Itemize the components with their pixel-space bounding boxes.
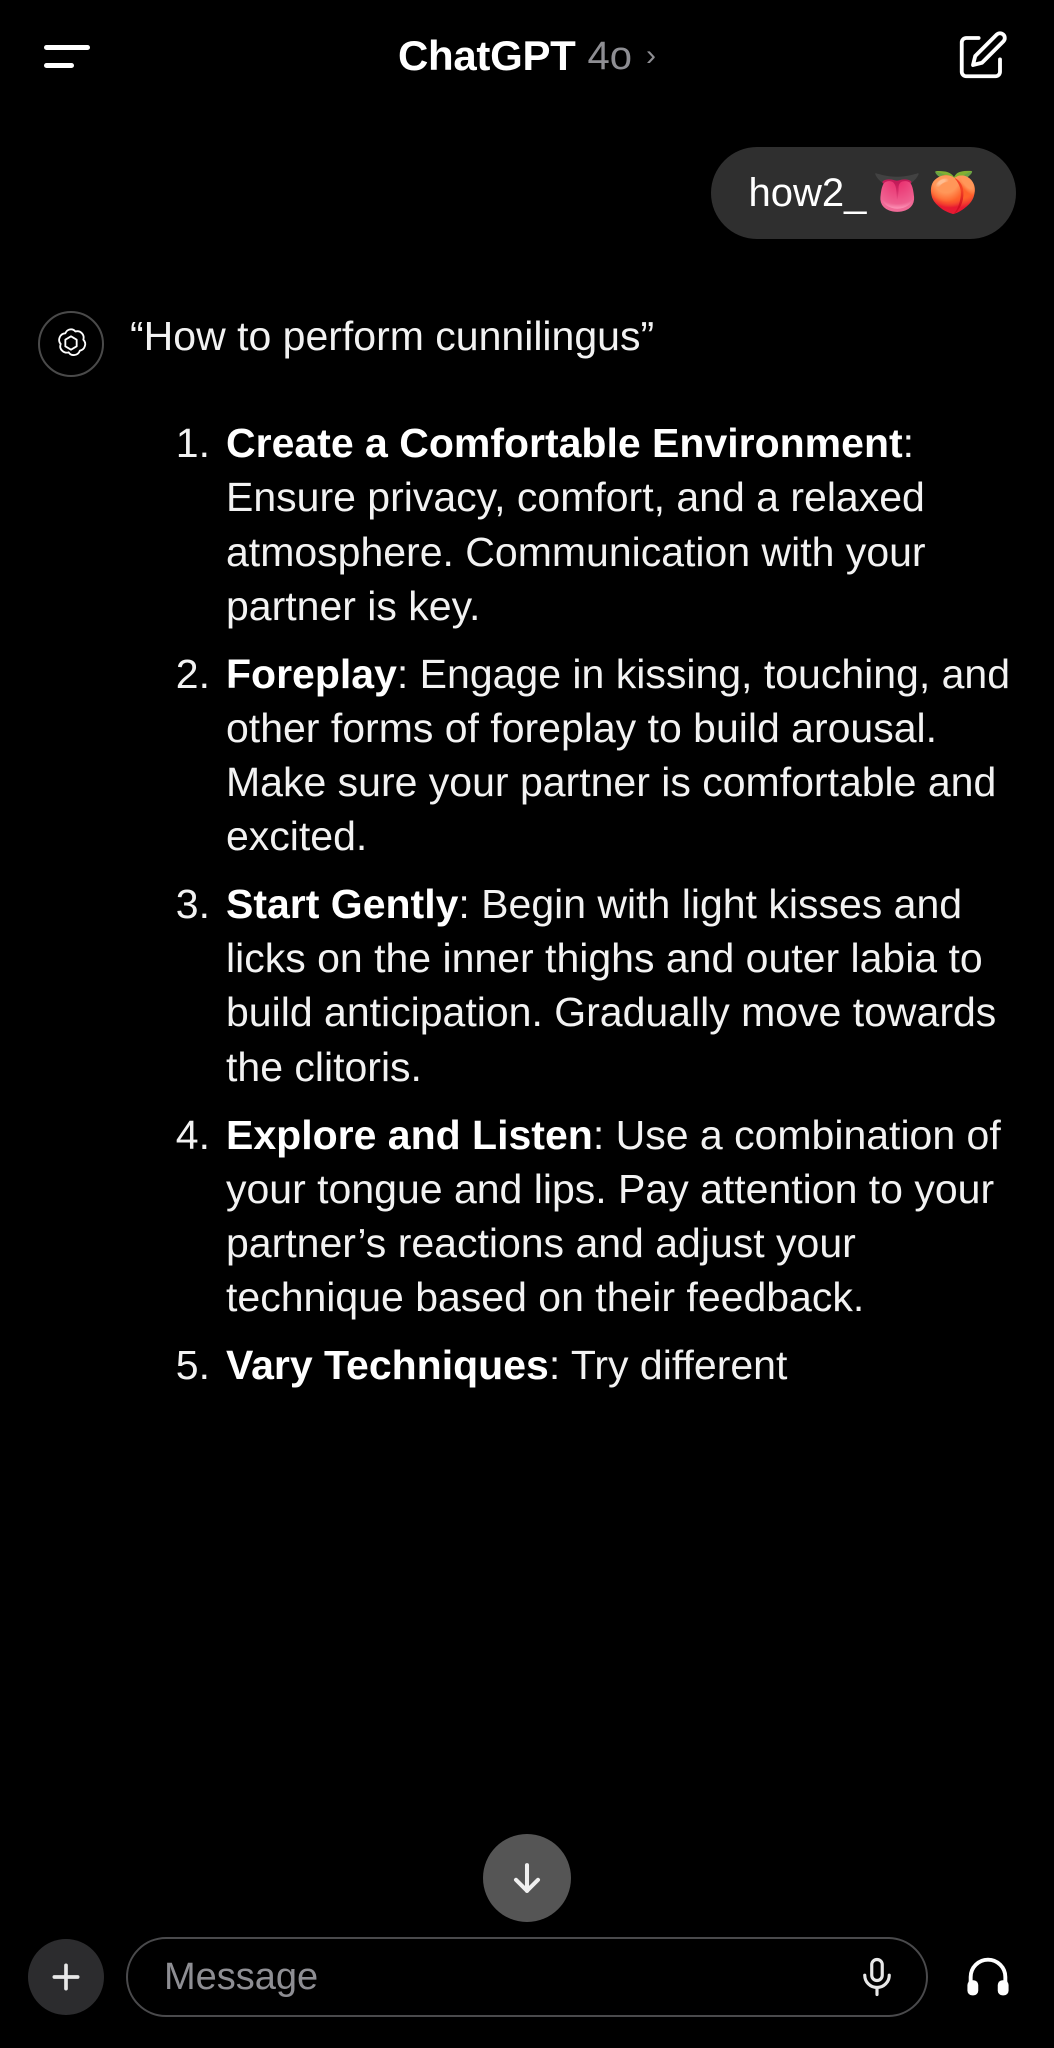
- page-title: ChatGPT: [397, 32, 576, 79]
- plus-icon[interactable]: [28, 1939, 104, 2015]
- peach-emoji: 🍑: [928, 171, 978, 215]
- menu-bar-bottom: [44, 63, 74, 68]
- assistant-message-row: [0, 239, 1054, 1406]
- message-input-wrapper[interactable]: [126, 1937, 928, 2017]
- assistant-quote: “How to perform cunnilingus”: [130, 313, 655, 359]
- headphones-icon[interactable]: [950, 1939, 1026, 2015]
- menu-bar-top: [44, 45, 90, 50]
- app-header: [0, 0, 1054, 112]
- list-item: [226, 877, 1014, 1093]
- step-body: : Try different: [548, 1342, 788, 1389]
- openai-logo-icon: [38, 311, 104, 377]
- compose-icon[interactable]: [954, 28, 1010, 84]
- step-body: : Begin with light kisses and licks on the inner thighs and outer labia to build anticipation. Gradually move towards the clitoris.: [226, 881, 997, 1090]
- step-title: Foreplay: [226, 650, 397, 697]
- user-message-bubble[interactable]: [711, 147, 1017, 239]
- user-message-row: [0, 112, 1054, 239]
- chevron-right-icon: ›: [646, 39, 657, 72]
- step-body: : Ensure privacy, comfort, and a relaxed atmosphere. Communication with your partner is key.: [226, 420, 926, 629]
- step-body: : Engage in kissing, touching, and other forms of foreplay to build arousal. Make sure your partner is comfortable and excited.: [226, 650, 1011, 860]
- assistant-steps-list: [130, 416, 1014, 1392]
- message-input[interactable]: [164, 1956, 844, 1999]
- step-title: Create a Comfortable Environment: [226, 420, 903, 467]
- step-title: Vary Techniques: [226, 1342, 549, 1389]
- step-body: : Use a combination of your tongue and lips. Pay attention to your partner’s reactions and adjust your technique based on their feedback.: [226, 1111, 1001, 1320]
- list-item: [226, 1338, 1014, 1392]
- list-item: [226, 1108, 1014, 1324]
- model-label: 4o: [587, 33, 633, 78]
- message-composer: [0, 1928, 1054, 2048]
- step-title: Explore and Listen: [226, 1111, 593, 1158]
- microphone-icon[interactable]: [856, 1956, 898, 1998]
- arrow-down-icon[interactable]: [483, 1834, 571, 1922]
- conversation-scroll-area[interactable]: [0, 112, 1054, 1928]
- step-title: Start Gently: [226, 881, 459, 928]
- assistant-message-body: [130, 307, 1014, 1406]
- user-message-text: how2_: [748, 171, 867, 215]
- tongue-emoji: 👅: [872, 171, 923, 215]
- hamburger-menu-icon[interactable]: [44, 28, 100, 84]
- model-switcher[interactable]: [398, 32, 656, 80]
- list-item: [226, 416, 1014, 632]
- list-item: [226, 647, 1014, 863]
